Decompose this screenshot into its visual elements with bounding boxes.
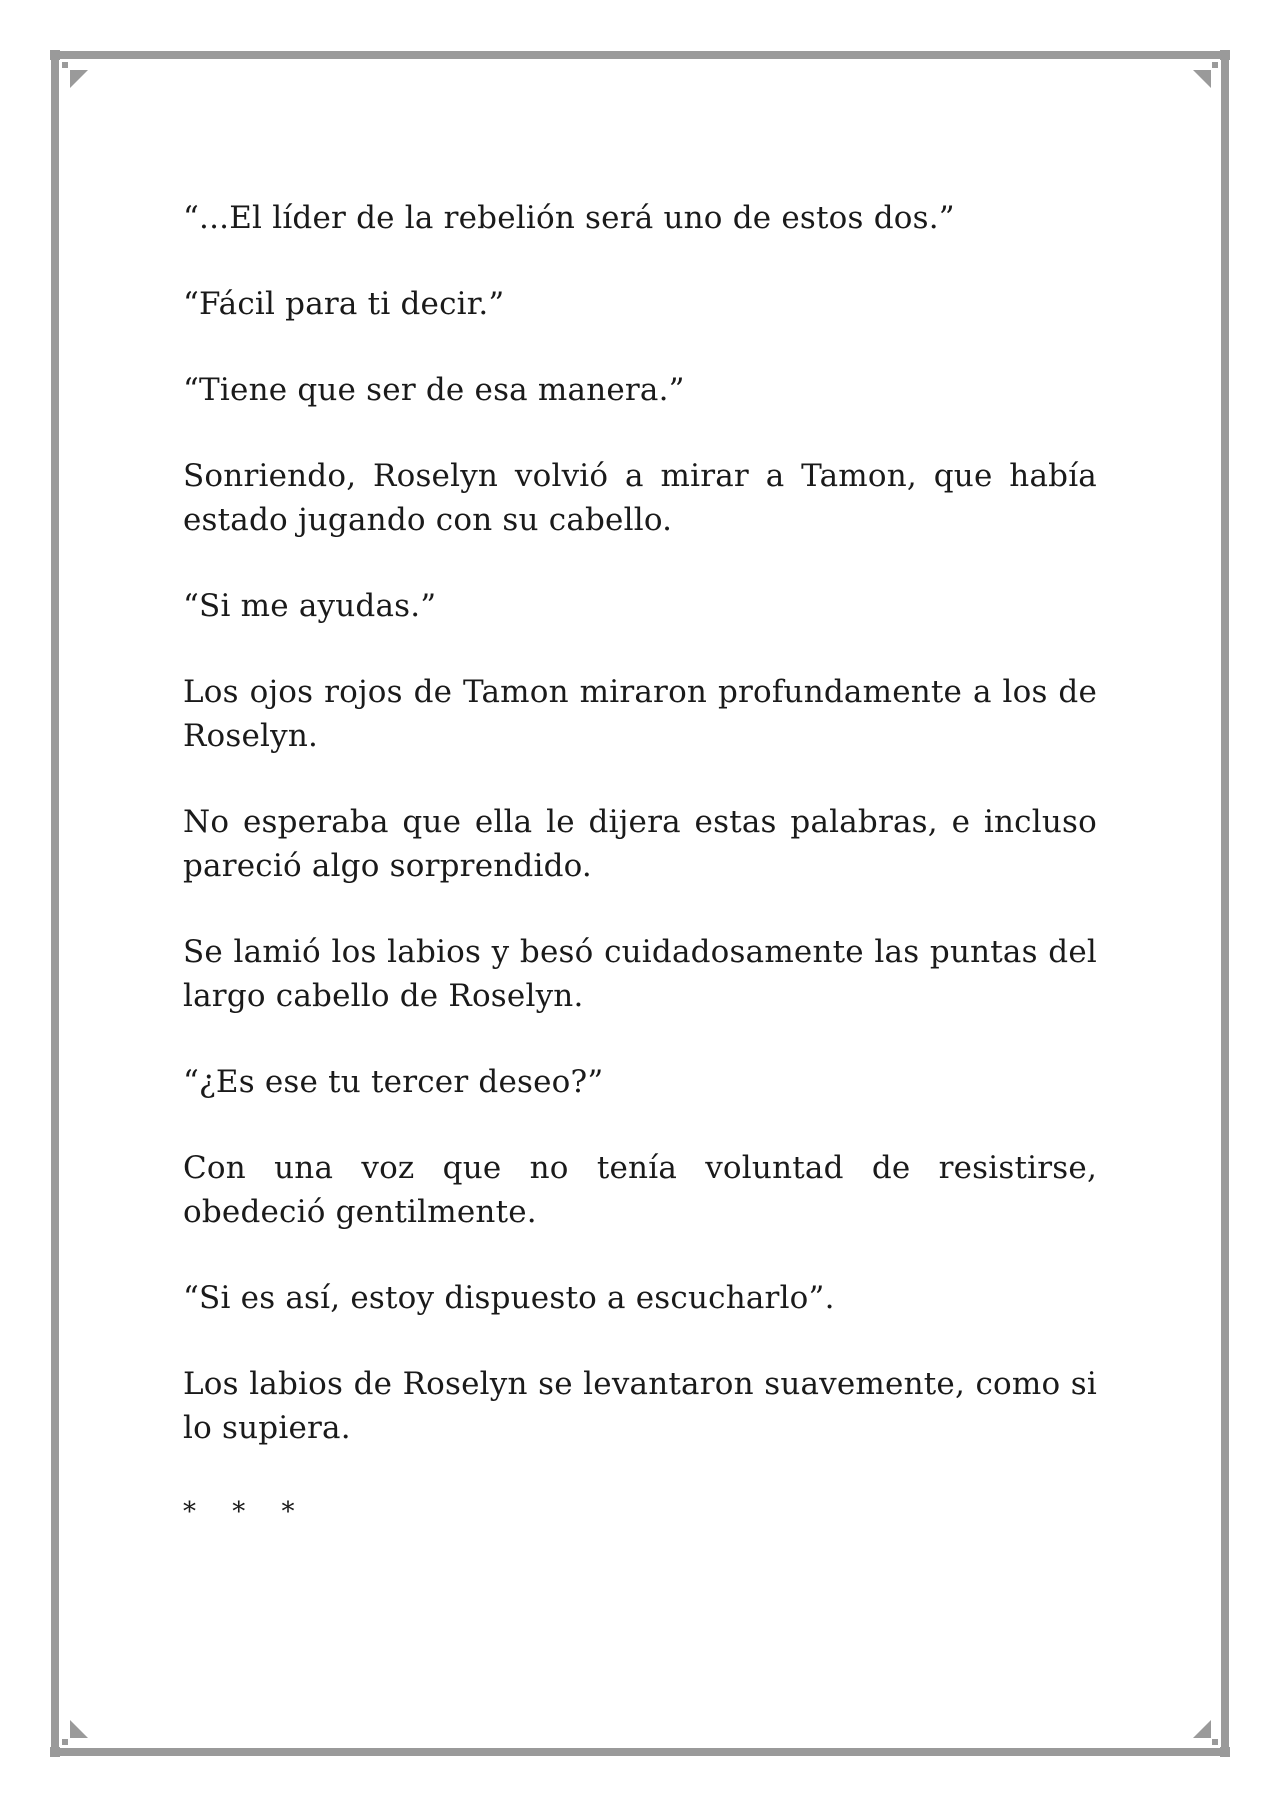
paragraph-10: Con una voz que no tenía voluntad de resistirse, obedeció gentilmente. bbox=[183, 1150, 1097, 1230]
scene-separator: * * * bbox=[183, 1497, 309, 1527]
frame-corner-dot-top-right bbox=[1212, 62, 1218, 68]
frame-corner-ornament-bottom-left bbox=[50, 1747, 60, 1757]
frame-corner-triangle-bottom-right bbox=[1193, 1720, 1211, 1738]
frame-corner-triangle-bottom-left bbox=[70, 1720, 88, 1738]
frame-corner-dot-bottom-left bbox=[62, 1739, 68, 1745]
paragraph-6: Los ojos rojos de Tamon miraron profundamente a los de Roselyn. bbox=[183, 674, 1097, 754]
frame-corner-ornament-top-right bbox=[1220, 50, 1230, 60]
frame-corner-ornament-bottom-right bbox=[1220, 1747, 1230, 1757]
frame-corner-dot-top-left bbox=[62, 62, 68, 68]
frame-corner-triangle-top-left bbox=[70, 70, 88, 88]
frame-border-top bbox=[60, 51, 1220, 59]
page-body bbox=[183, 196, 1097, 1532]
paragraph-9: “¿Es ese tu tercer deseo?” bbox=[183, 1064, 604, 1100]
paragraph-2: “Fácil para ti decir.” bbox=[183, 286, 505, 322]
paragraph-4: Sonriendo, Roselyn volvió a mirar a Tamon, que había estado jugando con su cabello. bbox=[183, 458, 1097, 538]
frame-corner-ornament-top-left bbox=[50, 50, 60, 60]
paragraph-12: Los labios de Roselyn se levantaron suavemente, como si lo supiera. bbox=[183, 1366, 1097, 1446]
paragraph-3: “Tiene que ser de esa manera.” bbox=[183, 372, 685, 408]
frame-border-right bbox=[1221, 60, 1229, 1748]
paragraph-5: “Si me ayudas.” bbox=[183, 588, 437, 624]
paragraph-8: Se lamió los labios y besó cuidadosamente las puntas del largo cabello de Roselyn. bbox=[183, 934, 1097, 1014]
paragraph-7: No esperaba que ella le dijera estas palabras, e incluso pareció algo sorprendido. bbox=[183, 804, 1097, 884]
paragraph-1: “...El líder de la rebelión será uno de estos dos.” bbox=[183, 200, 955, 236]
paragraph-11: “Si es así, estoy dispuesto a escucharlo”. bbox=[183, 1280, 835, 1316]
frame-border-bottom bbox=[60, 1748, 1220, 1756]
frame-corner-triangle-top-right bbox=[1193, 70, 1211, 88]
frame-corner-dot-bottom-right bbox=[1212, 1739, 1218, 1745]
frame-border-left bbox=[51, 60, 59, 1748]
